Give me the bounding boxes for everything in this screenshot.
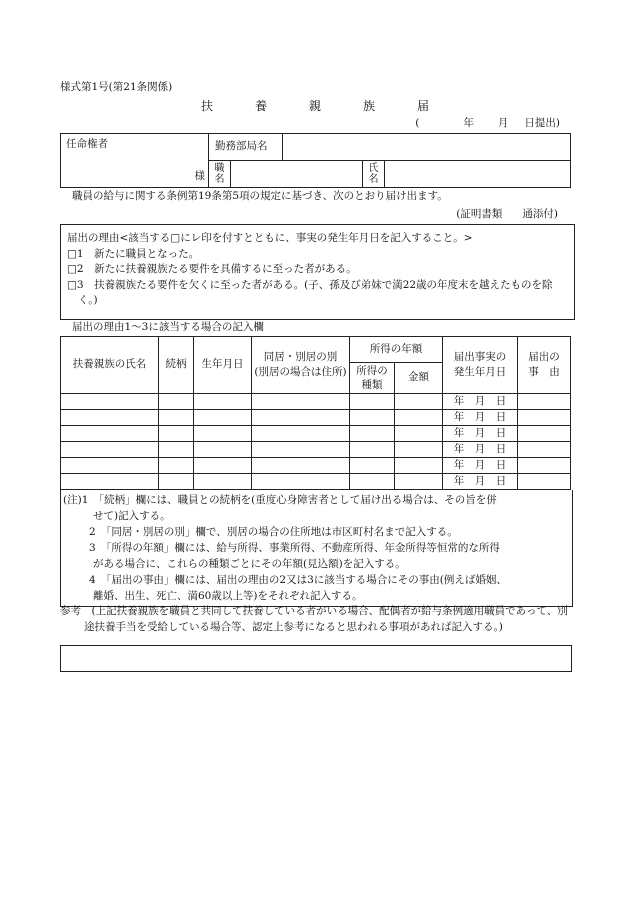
cell-fact-date[interactable]: 年 月 日 [443,410,518,426]
cell-name[interactable] [61,442,159,458]
notes-box [60,490,573,607]
col-header-income-type: 所得の 種類 [350,363,395,394]
cell-reason[interactable] [518,474,571,490]
table-caption: 届出の理由1～3に該当する場合の記入欄 [72,321,264,333]
reason-intro: 届出の理由<該当する□にレ印を付すとともに、事実の発生年月日を記入すること。> [67,232,473,244]
cell-residence[interactable] [252,426,350,442]
title-char: 養 [254,99,267,113]
cell-income-type[interactable] [350,458,395,474]
table-row [61,458,571,474]
cell-relation[interactable] [159,442,194,458]
reference-input-box[interactable] [60,645,572,672]
cell-income-type[interactable] [350,394,395,410]
cell-residence[interactable] [252,442,350,458]
cell-name[interactable] [61,426,159,442]
cell-reason[interactable] [518,442,571,458]
title-char: 届 [417,99,430,113]
col-header-name: 扶養親族の氏名 [61,337,159,394]
appointer-label: 任命権者 [66,138,108,150]
declaration-sentence: 職員の給与に関する条例第19条第5項の規定に基づき、次のとおり届け出ます。 [72,190,448,202]
cell-income-amount[interactable] [395,474,443,490]
cell-residence[interactable] [252,458,350,474]
note-line: 2 「同居・別居の別」欄で、別居の場合の住所地は市区町村名まで記入する。 [89,526,458,538]
cell-income-amount[interactable] [395,410,443,426]
col-header-fact-date: 届出事実の 発生年月日 [443,337,518,394]
reason-item-1[interactable]: □1 新たに職員となった。 [67,247,200,260]
cell-income-type[interactable] [350,442,395,458]
dependents-table [60,336,571,490]
position-field[interactable] [231,161,363,188]
cell-relation[interactable] [159,458,194,474]
note-line: 離婚、出生、死亡、満60歳以上等)をそれぞれ記入する。 [93,590,363,602]
cell-reason[interactable] [518,394,571,410]
col-header-reason: 届出の 事 由 [518,337,571,394]
date-open-paren: ( [415,117,420,129]
table-row [61,426,571,442]
title-char: 族 [363,99,376,113]
cell-reason[interactable] [518,458,571,474]
certificate-attachment-line [456,208,558,222]
note-line: 3 「所得の年額」欄には、給与所得、事業所得、不動産所得、年金所得等恒常的な所得 [89,542,500,554]
col-header-relation: 続柄 [159,337,194,394]
cell-fact-date[interactable]: 年 月 日 [443,474,518,490]
name-label: 氏 名 [363,161,385,188]
note-line: 4 「届出の事由」欄には、届出の理由の2又は3に該当する場合にその事由(例えば婚姻、 [89,574,507,586]
date-day-submitted: 日提出) [524,117,560,129]
cell-name[interactable] [61,458,159,474]
col-header-annual-income: 所得の年額 [350,337,443,363]
date-year: 年 [463,117,474,129]
cell-birthdate[interactable] [194,426,252,442]
table-row [61,410,571,426]
cell-birthdate[interactable] [194,458,252,474]
col-header-birthdate: 生年月日 [194,337,252,394]
cell-income-amount[interactable] [395,394,443,410]
cell-reason[interactable] [518,410,571,426]
title-char: 扶 [200,99,213,113]
cell-income-amount[interactable] [395,426,443,442]
table-row [61,442,571,458]
cell-birthdate[interactable] [194,394,252,410]
cell-residence[interactable] [252,394,350,410]
note-line: がある場合に、これらの種類ごとにその年額(見込額)を記入する。 [93,558,406,570]
reason-item-3[interactable]: □3 扶養親族たる要件を欠くに至った者がある。(子、孫及び弟妹で満22歳の年度末を越えたものを除く。) [67,278,553,306]
cell-income-type[interactable] [350,410,395,426]
note-line: せて)記入する。 [93,510,171,522]
cell-birthdate[interactable] [194,442,252,458]
appointer-cell [61,134,209,188]
cell-relation[interactable] [159,426,194,442]
date-month: 月 [497,117,509,129]
table-row [61,474,571,490]
form-number-label: 様式第1号(第21条関係) [60,81,173,93]
dept-field[interactable] [283,134,571,161]
sama-label: 様 [194,170,205,183]
cell-name[interactable] [61,410,159,426]
cell-fact-date[interactable]: 年 月 日 [443,458,518,474]
cell-residence[interactable] [252,474,350,490]
name-field[interactable] [385,161,571,188]
cell-fact-date[interactable]: 年 月 日 [443,426,518,442]
cell-birthdate[interactable] [194,474,252,490]
submission-date-line [415,117,560,131]
cell-income-type[interactable] [350,426,395,442]
col-header-residence: 同居・別居の別 (別居の場合は住所) [252,337,350,394]
cell-fact-date[interactable]: 年 月 日 [443,394,518,410]
certificate-label: (証明書類 [456,208,503,220]
cell-birthdate[interactable] [194,410,252,426]
note-line: (注)1 「続柄」欄には、職員との続柄を(重度心身障害者として届け出る場合は、その旨を併 [63,494,497,506]
cell-relation[interactable] [159,474,194,490]
reason-item-2[interactable]: □2 新たに扶養親族たる要件を具備するに至った者がある。 [67,263,357,275]
cell-income-type[interactable] [350,474,395,490]
cell-income-amount[interactable] [395,442,443,458]
cell-reason[interactable] [518,426,571,442]
cell-relation[interactable] [159,410,194,426]
cell-income-amount[interactable] [395,458,443,474]
form-title [0,99,630,115]
col-header-income-amount: 金額 [395,363,443,394]
cell-fact-date[interactable]: 年 月 日 [443,442,518,458]
position-label: 職 名 [209,161,231,188]
reason-box [60,224,575,320]
reference-note: 参考 (上記扶養親族を職員と共同して扶養している者がいる場合、配偶者が給与条例適用職員であって、別途扶養手当を受給している場合等、認定上参考になると思われる事項があれば記入する。) [60,605,568,633]
cell-name[interactable] [61,394,159,410]
cell-residence[interactable] [252,410,350,426]
table-row [61,394,571,410]
title-char: 親 [308,99,321,113]
applicant-info-table [60,133,571,188]
certificate-count: 通添付) [522,208,558,220]
cell-relation[interactable] [159,394,194,410]
dept-label: 勤務部局名 [209,134,283,161]
cell-name[interactable] [61,474,159,490]
